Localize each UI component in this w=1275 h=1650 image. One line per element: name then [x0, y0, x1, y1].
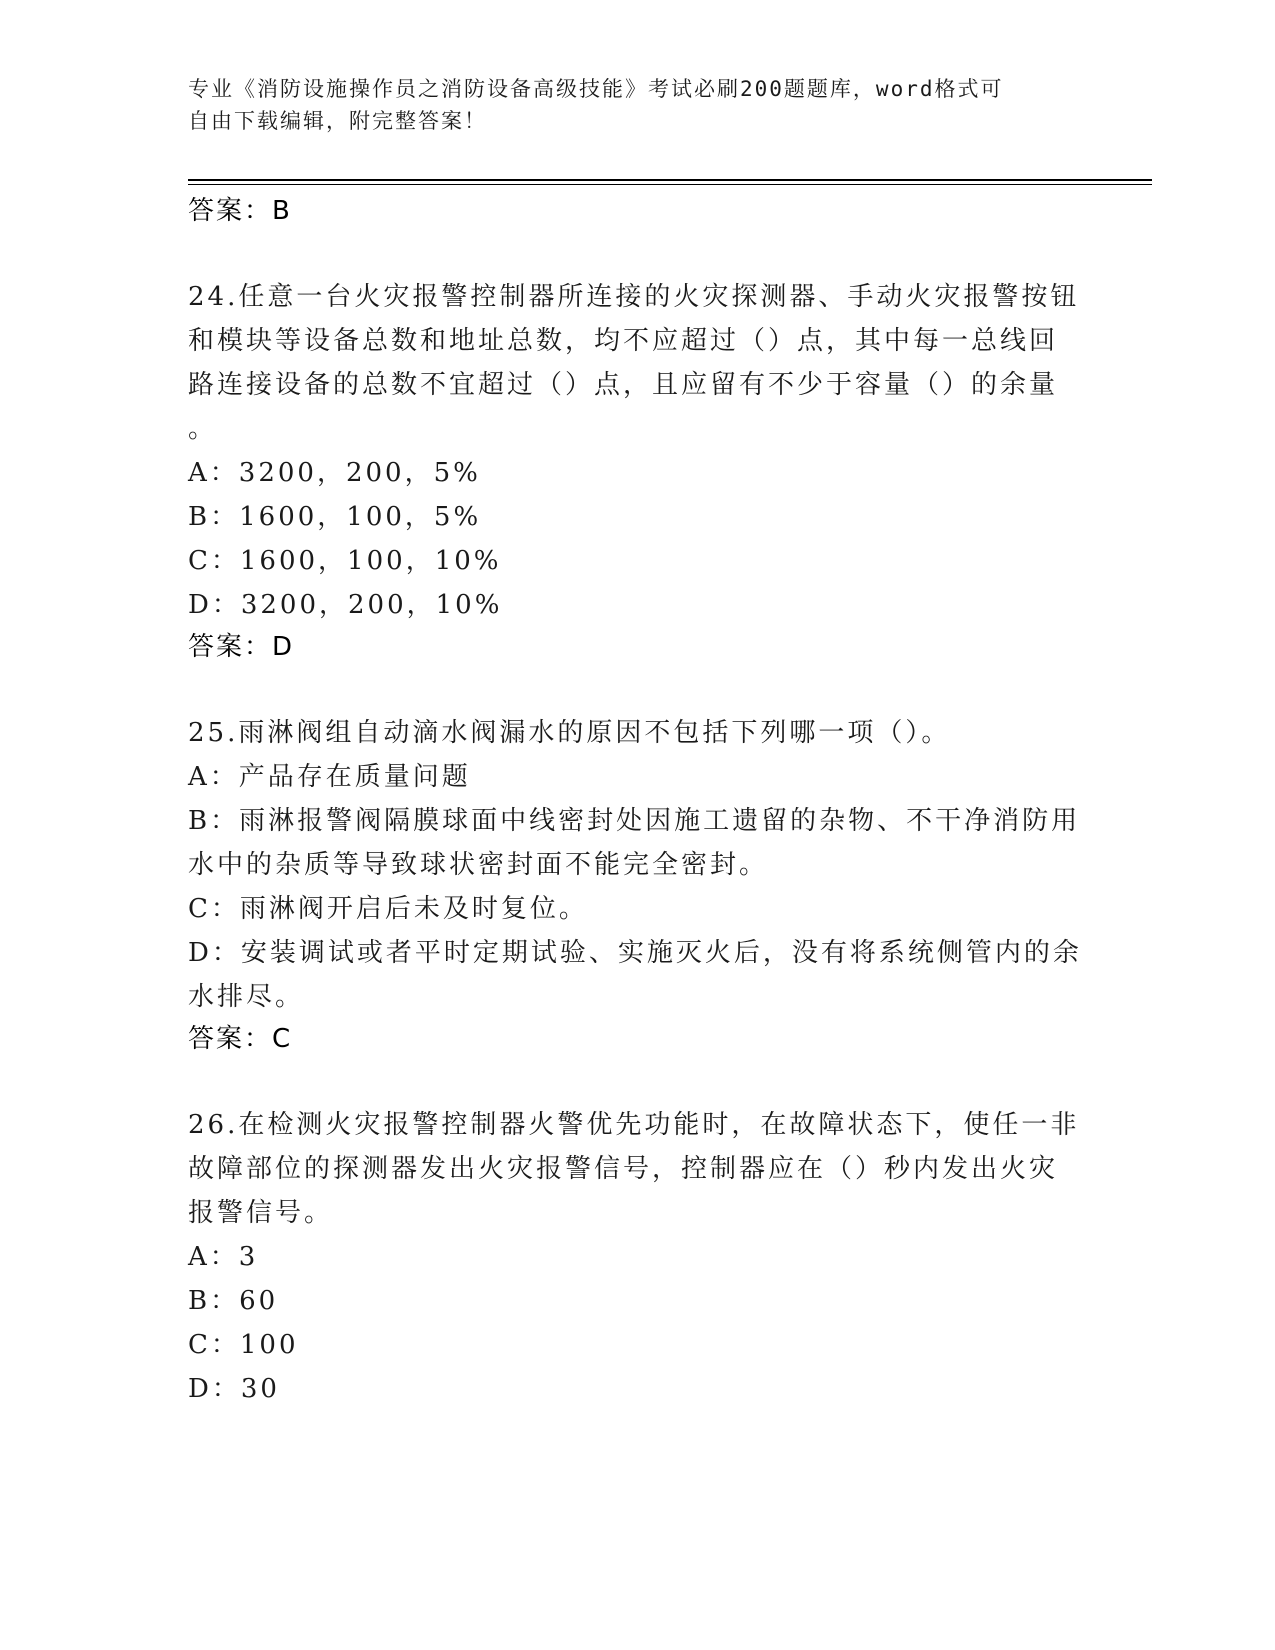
question-26-text-line-2: 故障部位的探测器发出火灾报警信号，控制器应在（）秒内发出火灾	[188, 1154, 1059, 1184]
question-24-text-line-3: 路连接设备的总数不宜超过（）点，且应留有不少于容量（）的余量	[188, 370, 1059, 400]
question-25-option-d-line-1: D：安装调试或者平时定期试验、实施灭火后，没有将系统侧管内的余	[188, 938, 1082, 968]
question-25-option-c: C：雨淋阀开启后未及时复位。	[188, 894, 588, 924]
question-24-option-c: C：1600，100，10%	[188, 546, 502, 576]
question-26-option-c: C：100	[188, 1330, 299, 1360]
header-line-1: 专业《消防设施操作员之消防设备高级技能》考试必刷200题题库，word格式可	[188, 77, 1004, 101]
question-25-option-a: A：产品存在质量问题	[188, 762, 471, 792]
question-25-option-b-line-2: 水中的杂质等导致球状密封面不能完全密封。	[188, 850, 769, 880]
header-rule-thick	[188, 179, 1152, 181]
header-rule-thin	[188, 184, 1152, 185]
header-line-2: 自由下载编辑，附完整答案！	[188, 109, 487, 133]
question-24-text-line-2: 和模块等设备总数和地址总数，均不应超过（）点，其中每一总线回	[188, 326, 1059, 356]
question-25-option-b-line-1: B：雨淋报警阀隔膜球面中线密封处因施工遗留的杂物、不干净消防用	[188, 806, 1081, 836]
question-24-option-d: D：3200，200，10%	[188, 590, 503, 620]
question-24-option-b: B：1600，100，5%	[188, 502, 482, 532]
question-24-text-line-4: 。	[188, 414, 218, 444]
question-24-option-a: A：3200，200，5%	[188, 458, 481, 488]
question-26-option-b: B：60	[188, 1286, 279, 1316]
question-26-text-line-1: 26.在检测火灾报警控制器火警优先功能时，在故障状态下，使任一非	[188, 1110, 1080, 1140]
question-25-text-line-1: 25.雨淋阀组自动滴水阀漏水的原因不包括下列哪一项（）。	[188, 718, 951, 748]
answer-24: 答案：D	[188, 632, 295, 662]
question-26-text-line-3: 报警信号。	[188, 1198, 334, 1228]
answer-23: 答案：B	[188, 196, 292, 226]
answer-25: 答案：C	[188, 1024, 293, 1054]
question-26-option-d: D：30	[188, 1374, 280, 1404]
question-25-option-d-line-2: 水排尽。	[188, 982, 305, 1012]
document-header	[188, 73, 1068, 137]
question-24-text-line-1: 24.任意一台火灾报警控制器所连接的火灾探测器、手动火灾报警按钮	[188, 282, 1080, 312]
question-26-option-a: A：3	[188, 1242, 259, 1272]
